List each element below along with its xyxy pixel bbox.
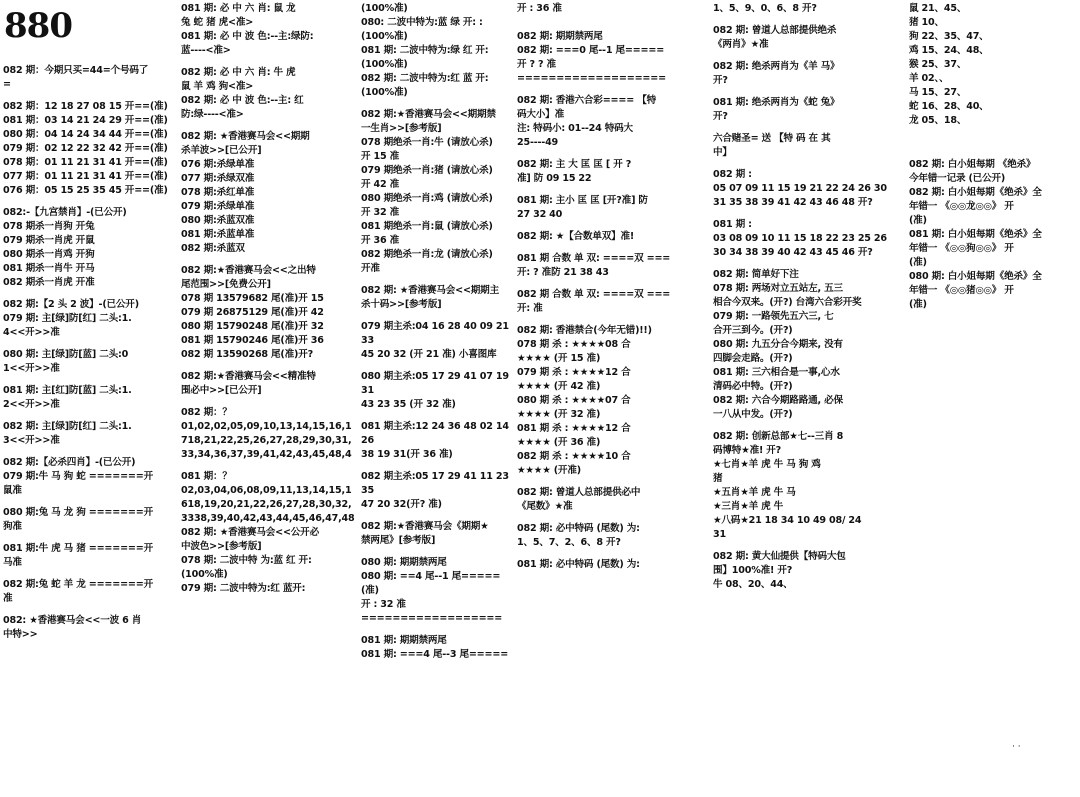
lottery-text-block: 081 期主杀:12 24 36 48 02 14 26 38 19 31(开 36 准) — [361, 421, 509, 460]
lottery-text-block: (100%准) 080: 二波中特为:蓝 绿 开: : (100%准) 081 期: 二波中特为:绿 红 开: (100%准) 082 期: 二波中特为:红 蓝 开: (100%准) — [361, 3, 489, 98]
lottery-text-block: 082 期 : 05 07 09 11 15 19 21 22 24 26 30 31 35 38 39 41 42 43 46 48 开? — [713, 169, 887, 208]
lottery-text-block: 082 期: ★香港赛马会<<期期主 杀十码>>[参考版] — [361, 285, 499, 310]
lottery-text-block: 1、5、9、0、6、8 开? — [713, 3, 817, 14]
column-3 — [358, 0, 518, 797]
lottery-text-block: 082 期: 绝杀两肖为《羊 马》 开? — [713, 61, 840, 86]
lottery-text-block: 082 期: 白小姐每期 《绝杀》 今年错一记录 (已公开) 082 期: 白小姐每期《绝杀》全 年错一 《◎◎龙◎◎》 开 (准) 081 期: 白小姐每期《绝杀》全 年错一 《◎◎狗◎◎》 开 (准) 080 期: 白小姐每期《绝杀》全 年错一 《◎◎猪◎◎》 开 (准) — [909, 159, 1042, 310]
lottery-text-block: 080 期主杀:05 17 29 41 07 19 31 43 23 35 (开 32 准) — [361, 371, 509, 410]
lottery-text-block: 082: ★香港赛马会<<一波 6 肖 中特>> — [3, 615, 142, 640]
lottery-text-block: 082 期：？ 01,02,02,05,09,10,13,14,15,16,1 718,21,22,25,26,27,28,29,30,31, 33,34,36,37,39,41,42,43,45,48,4 — [181, 407, 352, 460]
lottery-text-block: 082 期: 创新总部★七--三肖 8 码博特★准! 开? ★七肖★羊 虎 牛 马 狗 鸡 猪 ★五肖★羊 虎 牛 马 ★三肖★羊 虎 牛 ★八码★21 18 34 10 49 08/ 24 31 — [713, 431, 862, 540]
lottery-text-block: 081 期: 必 中 六 肖: 鼠 龙 兔 蛇 猪 虎<准> 081 期: 必 中 波 色:--主:绿防: 蓝----<准> — [181, 3, 314, 56]
lottery-text-block: 开 : 36 准 082 期: 期期禁两尾 082 期: ===0 尾--1 尾===== 开 ? ? 准 =================== — [517, 3, 666, 84]
lottery-text-block: 082 期: 香港六合彩==== 【特 码大小】准 注: 特码小: 01--24 特码大 25----49 — [517, 95, 656, 148]
lottery-text-block: 082 期: 曾道人总部提供绝杀 《两肖》★准 — [713, 25, 837, 50]
lottery-text-block: 082:-【九宫禁肖】-(已公开) 078 期杀一肖狗 开兔 079 期杀一肖虎 开鼠 080 期杀一肖鸡 开狗 081 期杀一肖牛 开马 082 期杀一肖虎 开准 — [3, 207, 127, 288]
lottery-text-block: 082 期主杀:05 17 29 41 11 23 35 47 20 32(开? 准) — [361, 471, 509, 510]
lottery-text-block: 082 期: 香港禁合(今年无错)!!) 078 期 杀 : ★★★★08 合 ★★★★ (开 15 准) 079 期 杀 : ★★★★12 合 ★★★★ (开 42 准) 080 期 杀 : ★★★★07 合 ★★★★ (开 32 准) 081 期 杀 : ★★★★12 合 ★★★★ (开 36 准) 082 期 杀 : ★★★★10 合 ★★★★ (开准) — [517, 325, 652, 476]
logo: 880 — [4, 6, 72, 46]
decorative-dots: · · — [1012, 742, 1021, 752]
lottery-text-block: 082 期: 黄大仙提供【特码大包 围】100%准! 开? 牛 08、20、44、 — [713, 551, 846, 590]
lottery-text-block: 082 期:★香港赛马会《期期★ 禁两尾》[参考版] — [361, 521, 489, 546]
lottery-text-block: 081 期:牛 虎 马 猪 =======开 马准 — [3, 543, 153, 568]
lottery-text-block: 080 期:兔 马 龙 狗 =======开 狗准 — [3, 507, 153, 532]
lottery-text-block: 082 期:★香港赛马会<<之出特 尾范围>>[免费公开] 078 期 13579682 尾(准)开 15 079 期 26875129 尾(准)开 42 080 期 15790248 尾(准)开 32 081 期 15790246 尾(准)开 36 082 期 13590268 尾(准)开? — [181, 265, 324, 360]
lottery-text-block: 081 期: 主小 匡 匡 [开?准] 防 27 32 40 — [517, 195, 648, 220]
lottery-text-block: 082 期:★香港赛马会<<精准特 围必中>>[已公开] — [181, 371, 316, 396]
lottery-text-block: 081 期: 必中特码 (尾数) 为: — [517, 559, 640, 570]
lottery-text-block: 081 期: 主[红]防[蓝] 二头:1. 2<<开>>准 — [3, 385, 132, 410]
lottery-text-block: 081 期 合数 单 双: ====双 === 开: ? 准防 21 38 43 — [517, 253, 671, 278]
lottery-text-block: 082 期：12 18 27 08 15 开==(准) 081 期：03 14 21 24 29 开==(准) 080 期：04 14 24 34 44 开==(准) 079 期：02 12 22 32 42 开==(准) 078 期：01 11 21 31 41 开==(准) 077 期：01 11 21 31 41 开==(准) 076 期：05 15 25 35 45 开==(准) — [3, 101, 168, 196]
lottery-text-block: 080 期: 期期禁两尾 080 期: ==4 尾--1 尾===== (准) 开 : 32 准 ================== — [361, 557, 503, 624]
lottery-text-block: 082 期: ★香港赛马会<<期期 杀羊波>>[已公开] 076 期:杀绿单准 077 期:杀绿双准 078 期:杀红单准 079 期:杀绿单准 080 期:杀蓝双准 081 期:杀蓝单准 082 期:杀蓝双 — [181, 131, 310, 254]
lottery-text-block: 082 期: 曾道人总部提供必中 《尾数》★准 — [517, 487, 641, 512]
lottery-text-block: 081 期: 绝杀两肖为《蛇 兔》 开? — [713, 97, 840, 122]
column-1 — [0, 0, 176, 797]
lottery-text-block: 082 期: 主 大 匡 匡 [ 开 ? 准] 防 09 15 22 — [517, 159, 632, 184]
lottery-text-block: 081 期: 期期禁两尾 081 期: ===4 尾--3 尾===== — [361, 635, 509, 660]
lottery-text-block: 082 期: 主[绿]防[红] 二头:1. 3<<开>>准 — [3, 421, 132, 446]
lottery-text-block: 081 期 : 03 08 09 10 11 15 18 22 23 25 26 30 34 38 39 40 42 43 45 46 开? — [713, 219, 887, 258]
lottery-text-block: 082 期: 必中特码 (尾数) 为: 1、5、7、2、6、8 开? — [517, 523, 640, 548]
column-4 — [514, 0, 690, 797]
column-5 — [710, 0, 890, 797]
lottery-text-block: 鼠 21、45、 猪 10、 狗 22、35、47、 鸡 15、24、48、 猴 25、37、 羊 02、、 马 15、27、 蛇 16、28、40、 龙 05、18、 — [909, 3, 989, 126]
lottery-text-block: 082 期: 简单好下注 078 期: 两场对立五站左, 五三 相合今双来。(开?) 台湾六合彩开奖 079 期: 一路领先五六三, 七 合开三到今。(开?) 080 期: 九五分合今期来, 没有 四脚会走路。(开?) 081 期: 三六相合是一事,心水 清码必中特。(开?) 082 期: 六合今期路路通, 必保 一八从中发。(开?) — [713, 269, 862, 420]
column-2 — [178, 0, 358, 797]
lottery-text-block: 六合赌圣= 送 【特 码 在 其 中】 — [713, 133, 831, 158]
lottery-text-block: 082 期:★香港赛马会<<期期禁 一生肖>>[参考版] 078 期绝杀一肖:牛 (请放心杀) 开 15 准 079 期绝杀一肖:猪 (请放心杀) 开 42 准 080 期绝杀一肖:鸡 (请放心杀) 开 32 准 081 期绝杀一肖:鼠 (请放心杀) 开 36 准 082 期绝杀一肖:龙 (请放心杀) 开准 — [361, 109, 496, 274]
lottery-text-block: 079 期主杀:04 16 28 40 09 21 33 45 20 32 (开 21 准) 小喜图库 — [361, 321, 509, 360]
lottery-text-block: 082 期: ★【合数单双】准! — [517, 231, 635, 242]
lottery-text-block: 082 期 合数 单 双: ====双 === 开: 准 — [517, 289, 671, 314]
column-6 — [906, 0, 1080, 797]
lottery-text-block: 082 期:【必杀四肖】-(已公开) 079 期:牛 马 狗 蛇 =======开 鼠准 — [3, 457, 153, 496]
lottery-text-block: 082 期:【2 头 2 波】-(已公开) 079 期: 主[绿]防[红] 二头:1. 4<<开>>准 — [3, 299, 139, 338]
lottery-text-block: 081 期：？ 02,03,04,06,08,09,11,13,14,15,1 618,19,20,21,22,26,27,28,30,32, 3338,39,40,42,43,44,45,46,47,48 082 期: ★香港赛马会<<公开必 中波色>>[参考版] 078 期: 二波中特 为:蓝 红 开: (100%准) 079 期: 二波中特为:红 蓝开: — [181, 471, 355, 594]
lottery-text-block: 082 期:兔 蛇 羊 龙 =======开 准 — [3, 579, 153, 604]
lottery-text-block: 082 期: 必 中 六 肖: 牛 虎 鼠 羊 鸡 狗<准> 082 期: 必 中 波 色:--主: 红 防:绿----<准> — [181, 67, 304, 120]
lottery-text-block: 080 期: 主[绿]防[蓝] 二头:0 1<<开>>准 — [3, 349, 129, 374]
lottery-text-block: 082 期：今期只买=44=个号码了 = — [3, 65, 149, 90]
